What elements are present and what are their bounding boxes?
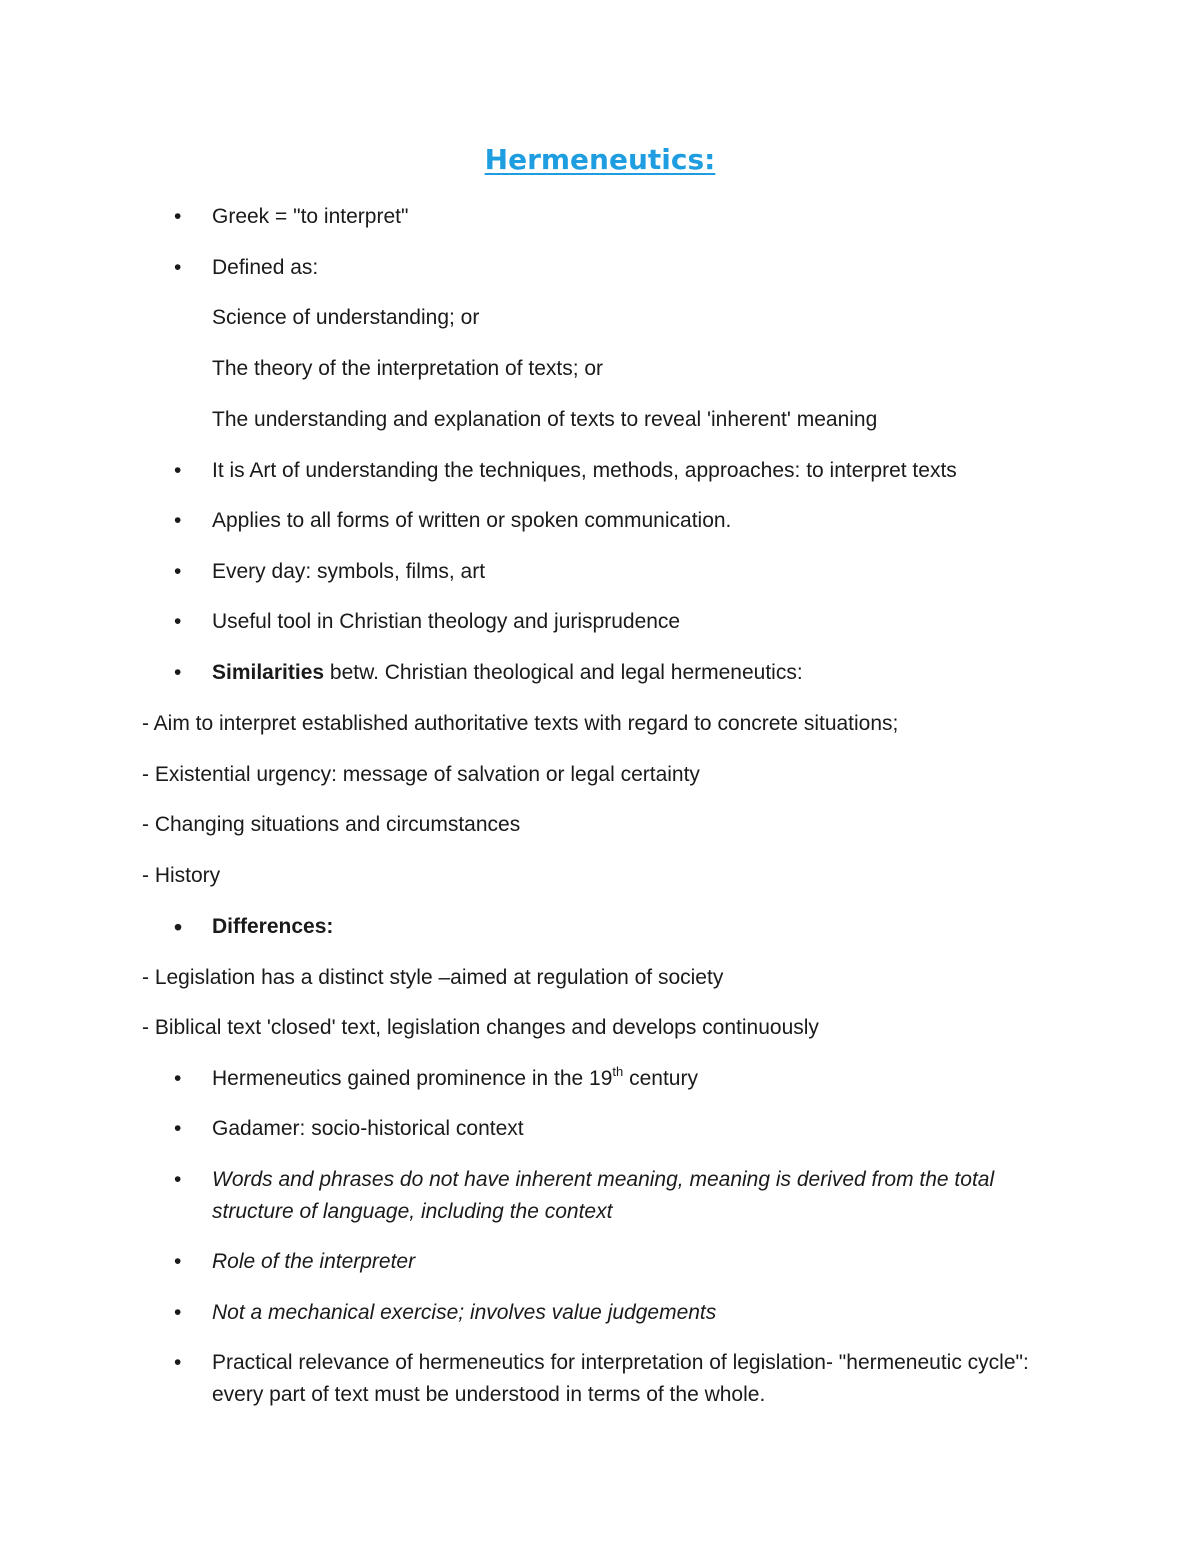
bullet-icon: • bbox=[174, 1301, 182, 1324]
item-applies: Applies to all forms of written or spoken communication. bbox=[212, 509, 732, 532]
bullet-icon: • bbox=[174, 459, 182, 482]
item-greek: Greek = "to interpret" bbox=[212, 205, 409, 228]
item-prominence bbox=[212, 1063, 698, 1095]
bullet-icon: • bbox=[174, 1168, 182, 1191]
bullet-icon: • bbox=[174, 205, 182, 228]
bullet-icon: • bbox=[174, 1117, 182, 1140]
similarity-3: - Changing situations and circumstances bbox=[142, 813, 521, 836]
item-art: It is Art of understanding the techniques, methods, approaches: to interpret texts bbox=[212, 459, 957, 482]
bullet-icon: • bbox=[174, 1250, 182, 1273]
similarity-4: - History bbox=[142, 864, 221, 887]
differences-heading: Differences: bbox=[212, 915, 334, 938]
item-useful: Useful tool in Christian theology and jurisprudence bbox=[212, 610, 681, 633]
item-words: Words and phrases do not have inherent meaning, meaning is derived from the total structure of language, including the context bbox=[212, 1168, 995, 1223]
difference-1: - Legislation has a distinct style –aimed at regulation of society bbox=[142, 966, 724, 989]
item-every-day: Every day: symbols, films, art bbox=[212, 560, 486, 583]
item-similarities bbox=[212, 657, 803, 689]
ordinal-suffix: th bbox=[612, 1064, 624, 1079]
bullet-icon: • bbox=[174, 1067, 182, 1090]
item-practical: Practical relevance of hermeneutics for interpretation of legislation- "hermeneutic cycle": every part of text must be understood in terms of the whole. bbox=[212, 1351, 1029, 1406]
similarities-text: betw. Christian theological and legal hermeneutics: bbox=[324, 661, 803, 684]
item-mechanical: Not a mechanical exercise; involves value judgements bbox=[212, 1301, 717, 1324]
difference-2: - Biblical text 'closed' text, legislation changes and develops continuously bbox=[142, 1016, 819, 1039]
definition-2: The theory of the interpretation of texts; or bbox=[212, 357, 604, 380]
prominence-text-end: century bbox=[623, 1067, 698, 1090]
bullet-icon: • bbox=[174, 256, 182, 279]
item-role: Role of the interpreter bbox=[212, 1250, 416, 1273]
bullet-icon: • bbox=[174, 509, 182, 532]
bullet-icon: • bbox=[174, 1351, 182, 1374]
bullet-icon: • bbox=[174, 661, 182, 684]
bullet-icon: • bbox=[174, 610, 182, 633]
prominence-text: Hermeneutics gained prominence in the 19 bbox=[212, 1067, 613, 1090]
similarity-1: - Aim to interpret established authoritative texts with regard to concrete situations; bbox=[142, 712, 899, 735]
page-title: Hermeneutics: bbox=[484, 143, 716, 176]
item-gadamer: Gadamer: socio-historical context bbox=[212, 1117, 524, 1140]
bullet-icon: • bbox=[174, 560, 182, 583]
similarity-2: - Existential urgency: message of salvation or legal certainty bbox=[142, 763, 700, 786]
definition-3: The understanding and explanation of texts to reveal 'inherent' meaning bbox=[212, 408, 878, 431]
definition-1: Science of understanding; or bbox=[212, 306, 480, 329]
bullet-icon: • bbox=[174, 914, 183, 940]
item-defined-as: Defined as: bbox=[212, 256, 319, 279]
similarities-heading: Similarities bbox=[212, 661, 325, 684]
